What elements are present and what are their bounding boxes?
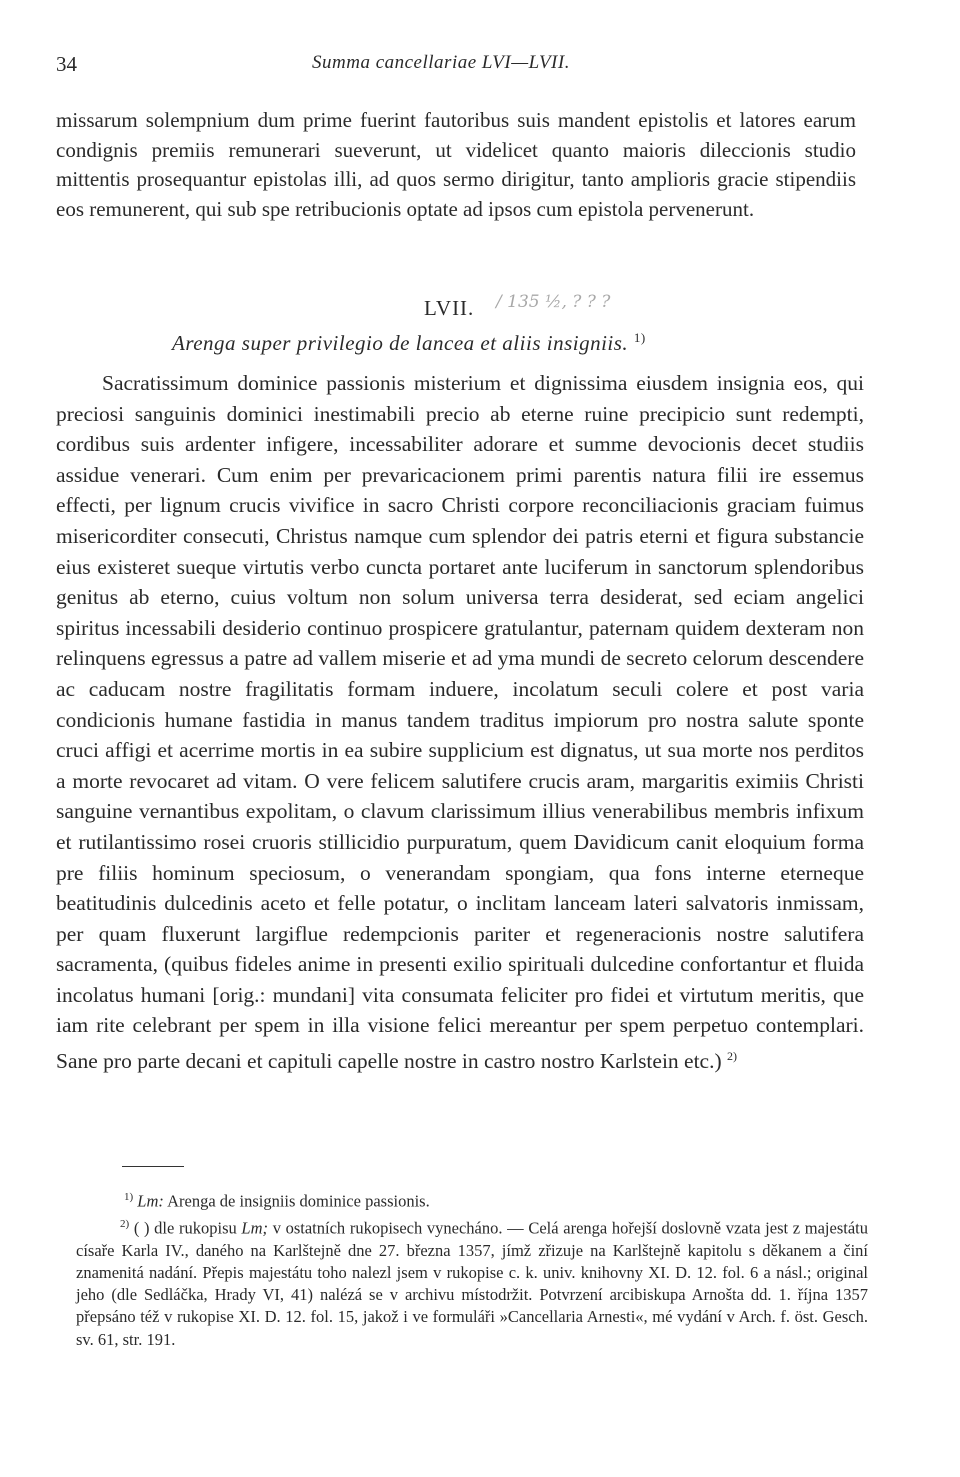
running-head: Summa cancellariae LVI—LVII. bbox=[312, 52, 570, 73]
page-header bbox=[56, 52, 886, 82]
footnote-ref-2: 2) bbox=[727, 1049, 738, 1064]
section-title-text: Arenga super privilegio de lancea et aliis insigniis. bbox=[172, 331, 629, 355]
footnote-1-siglum: Lm: bbox=[137, 1191, 164, 1211]
pencil-annotation: / 135 ½, ? ? ? bbox=[496, 292, 611, 312]
page-number: 34 bbox=[56, 52, 77, 76]
footnote-1 bbox=[76, 1186, 868, 1213]
footnote-2-text-after: v ostatních rukopisech vynecháno. — Celá arenga hořejší doslovně vzata jest z majestátu císaře Karla IV., daného na Karlštejně dne 27. března 1357, jímž zřizuje na Karlštejně kapitolu s děkanem a činí znamenitá nadání. Přepis majestátu toho nalezl jsem v rukopise c. k. univ. knihovny XI. D. 12. fol. 6 a násl.; original jeho (dle Sedláčka, Hrady VI, 41) nalézá se v archivu místodržit. Potvrzení arcibiskupa Arnošta dd. 1. října 1357 přepsáno též v rukopise XI. D. 12. fol. 15, jakož i ve formuláři »Cancellaria Arnesti«, mé vydání v Arch. f. öst. Gesch. sv. 61, str. 191. bbox=[76, 1218, 868, 1349]
section-number: LVII. bbox=[424, 296, 475, 320]
continuation-paragraph: missarum solempnium dum prime fuerint fautoribus suis mandent epistolis et latores earum condignis premiis remunerari sueverunt, ut videlicet quanto maioris dileccionis studio mittentis prosequantur epistolas illi, ad quos sermo dirigitur, tanto amplioris gracie stipendiis eos remunerent, qui sub spe retribucionis optate ad ipsos cum epistola pervenerunt. bbox=[56, 108, 856, 221]
footnote-ref-1: 1) bbox=[633, 330, 646, 345]
footnote-divider bbox=[122, 1166, 184, 1167]
footnotes bbox=[76, 1186, 868, 1351]
footnote-2 bbox=[76, 1213, 868, 1351]
arenga-text bbox=[56, 368, 864, 1077]
section-title bbox=[172, 330, 646, 356]
footnote-2-text-before: ( ) dle rukopisu bbox=[133, 1218, 237, 1238]
footnote-1-mark: 1) bbox=[124, 1191, 134, 1203]
footnote-2-mark: 2) bbox=[120, 1217, 130, 1230]
footnote-1-text: Arenga de insigniis dominice passionis. bbox=[167, 1191, 430, 1211]
arenga-body: Sacratissimum dominice passionis misterium et dignissima eiusdem insignia eos, qui preciosi sanguinis dominici inestimabili precio ab eterne ruine precipicio sunt redempti, cordibus suis ardenter infigere, incessabiliter adorare et summe devocionis decet studiis assidue venerari. Cum enim per prevaricacionem primi parentis natura filii ire essemus effecti, per lignum crucis vivifice in sacro Christi corpore reconciliacionis graciam fuimus misericorditer consecuti, Christus namque cum splendor dei patris eterni et figura substancie eius existeret sueque virtutis verbo cuncta portaret ante luciferum in sanctorum splendoribus genitus ab eterno, cuius voltum non solum universa terra desiderat, sed eciam angelici spiritus incessabili desiderio continuo prospicere gratulantur, paternam quidem dexteram non relinquens egressus a patre ad vallem miserie et ad yma mundi de secreto celorum descendere ac caducam nostre fragilitatis formam induere, incolatum seculi colere et post varia condicionis humane fastidia in manus tandem traditus impiorum pro nostra salute sponte cruci affigi et acerrime mortis in ea subire supplicium est dignatus, ut sua morte nos perditos a morte revocaret ad vitam. O vere felicem salutifere crucis aram, margaritis eximiis Christi sanguine vernantibus expolitam, o clavum clarissimum illius venerabilibus membris infixum et rutilantissimo rosei cruoris stillicidio purpuratum, quem Davidicum canit eloquium forma pre filiis hominum speciosum, o venerandam spongiam, qua fons interne eterneque beatitudinis dulcedinis aceto et felle potatur, o inclitam lanceam lateri salvatoris inmissam, per quam fluxerunt largiflue redempcionis pariter et regeneracionis nostre salutifera sacramenta, (quibus fideles anime in presenti exilio spirituali dulcedine confortantur et fluida incolatus humani [orig.: mundani] vita consumata feliciter pro fidei et virtutum meritis, que iam rite celebrant per spem in illa visione felici mereantur per spem perpetuo contemplari. Sane pro parte decani et capituli capelle nostre in castro nostro Karlstein etc.) bbox=[56, 371, 864, 1074]
footnote-2-siglum: Lm; bbox=[241, 1218, 269, 1238]
